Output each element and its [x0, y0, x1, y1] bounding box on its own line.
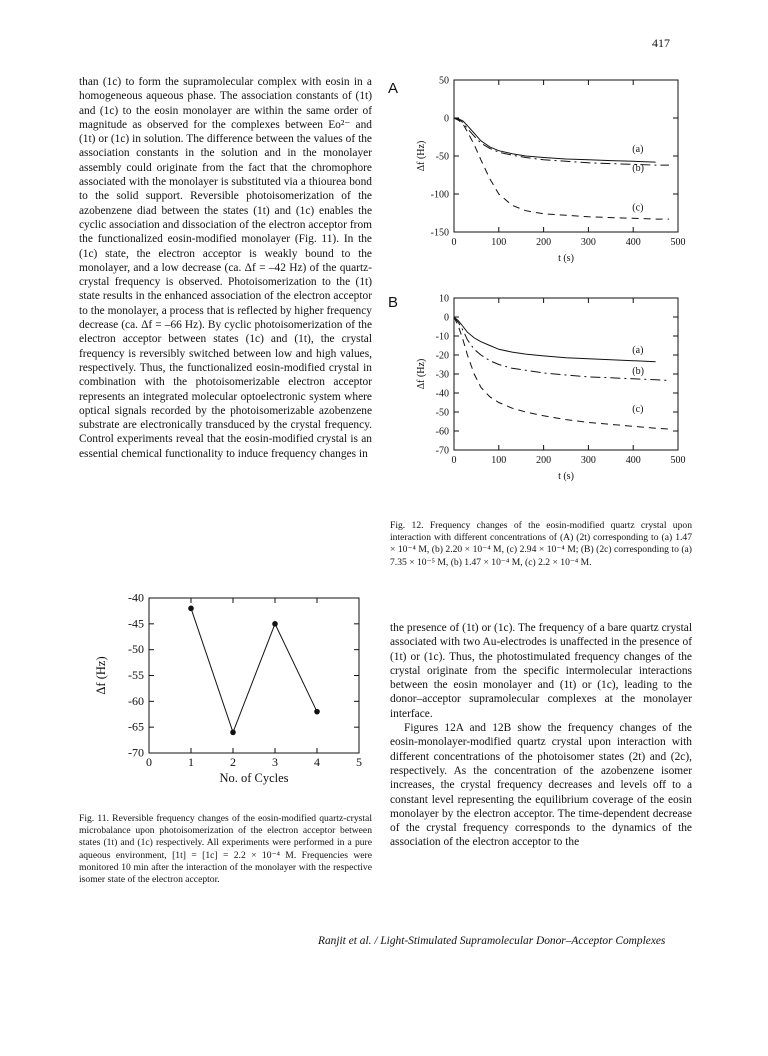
- left-paragraph-1: than (1c) to form the supramolecular complex with eosin in a homogeneous aqueous phase. The association constants of (1t) and (1c) to the eosin monolayer are within the same order of magnitude as observed for the complexes between Eo²⁻ and (1t) or (1c) in solution. The difference between the values of the association constants in the solution and in the monolayer assembly could originate from the fact that the chromophore associated with the monolayer is substituted via a thiourea bond to the solid support. Reversible photoisomerization of the azobenzene diad between the states (1t) and (1c) enables the cyclic association and dissociation of the electron acceptor from the functionalized eosin-modified monolayer (Fig. 11). In the (1c) state, the electron acceptor is weakly bound to the monolayer, and a low decrease (ca. Δf = –42 Hz) of the quartz-crystal frequency is observed. Photoisomerization to the (1t) state results in the enhanced association of the electron acceptor to the monolayer, a process that is reflected by higher frequency decrease (ca. Δf = –66 Hz). By cyclic photoisomerization of the electron acceptor between states (1c) and (1t), the crystal frequency is reversibly switched between low and high values, respectively. Thus, the functionalized eosin-modified crystal in combination with the photoisomerizable electron acceptor represents an integrated molecular optoelectronic system where optical signals recorded by the photoisomerizable azobenzene substrate are electronically transduced by the crystal frequency. Control experiments reveal that the eosin-modified crystal is an essential chemical functionality to induce frequency changes in: [79, 76, 372, 460]
- y-tick-label: -50: [435, 151, 449, 163]
- right-paragraph-1: the presence of (1t) or (1c). The frequency of a bare quartz crystal associated with two Au-electrodes is unaffected in the presence of (1t) or (1c). Thus, the photostimulated frequency changes of the crystal originate from the specific intermolecular interactions between the eosin monolayer and (1t) or (1c), leading to the donor–acceptor supramolecular complexes at the monolayer interface.: [390, 622, 692, 720]
- x-tick-label: 0: [146, 755, 152, 769]
- figure-11-caption: Fig. 11. Reversible frequency changes of the eosin-modified quartz-crystal microbalance upon photoisomerization of the electron acceptor between states (1t) and (1c) respectively. All experiments were performed in a pure aqueous environment, [1t] = [1c] = 2.2 × 10⁻⁴ M. Frequencies were monitored 10 min after the interaction of the monolayer with the respective isomer state of the electron acceptor.: [79, 813, 372, 886]
- x-tick-label: 4: [314, 755, 320, 769]
- right-text-column: [390, 621, 692, 850]
- y-tick-label: -100: [430, 189, 449, 201]
- series-line-1: [454, 317, 656, 362]
- y-tick-label: -50: [435, 407, 449, 419]
- y-tick-label: 0: [444, 113, 449, 125]
- y-tick-label: -30: [435, 369, 449, 381]
- y-tick-label: -40: [435, 388, 449, 400]
- x-tick-label: 500: [670, 455, 686, 466]
- series-line-2: [454, 118, 669, 165]
- figure-11-chart: [79, 588, 379, 788]
- x-tick-label: 100: [491, 455, 507, 466]
- running-footer: Ranjit et al. / Light-Stimulated Supramolecular Donor–Acceptor Complexes: [318, 935, 666, 947]
- data-point: [272, 621, 278, 627]
- page-number: 417: [652, 36, 670, 50]
- x-axis-label: No. of Cycles: [219, 771, 289, 785]
- data-point: [188, 606, 194, 612]
- y-tick-label: 0: [444, 312, 449, 324]
- y-tick-label: -60: [435, 426, 449, 438]
- y-tick-label: -70: [128, 745, 144, 760]
- x-tick-label: 400: [625, 237, 641, 248]
- panel-label-a: A: [388, 80, 399, 97]
- figure-12-caption: Fig. 12. Frequency changes of the eosin-modified quartz crystal upon interaction with different concentrations of (A) (2t) corresponding to (a) 1.47 × 10⁻⁴ M, (b) 2.20 × 10⁻⁴ M, (c) 2.94 × 10⁻⁴ M; (B) (2c) corresponding to (a) 7.35 × 10⁻⁵ M, (b) 1.47 × 10⁻⁴ M, (c) 2.2 × 10⁻⁴ M.: [390, 520, 692, 568]
- x-tick-label: 1: [188, 755, 194, 769]
- data-point: [314, 709, 320, 715]
- x-axis-label: t (s): [558, 471, 574, 482]
- y-tick-label: -55: [128, 668, 144, 682]
- figure-12a-chart: [412, 72, 712, 284]
- left-text-column: [79, 75, 372, 461]
- y-tick-label: 50: [439, 75, 449, 87]
- curve-annotation: (a): [632, 345, 644, 357]
- y-tick-label: -150: [430, 227, 449, 239]
- y-tick-label: -10: [435, 331, 449, 343]
- curve-annotation: (c): [632, 202, 644, 214]
- series-line-1: [454, 118, 656, 162]
- y-tick-label: 10: [439, 293, 449, 305]
- y-tick-label: -70: [435, 445, 449, 457]
- x-tick-label: 100: [491, 237, 507, 248]
- panel-label-b: B: [388, 294, 399, 311]
- x-axis-label: t (s): [558, 253, 574, 264]
- x-tick-label: 300: [580, 237, 596, 248]
- plot-frame: [454, 298, 678, 450]
- plot-frame: [149, 598, 359, 753]
- right-paragraph-2: Figures 12A and 12B show the frequency changes of the eosin-monolayer-modified quartz crystal upon interaction with different concentrations of the photoisomer states (2t) and (2c), respectively. As the concentration of the azobenzene isomer increases, the crystal frequency decreases and levels off to a constant level representing the equilibrium coverage of the eosin monolayer by the electron acceptor. The time-dependent decrease of the crystal frequency corresponds to the dynamics of the association of the electron acceptor to the: [390, 722, 692, 849]
- series-line-1: [191, 608, 317, 732]
- x-tick-label: 2: [230, 755, 236, 769]
- y-tick-label: -65: [128, 719, 144, 734]
- data-point: [230, 730, 236, 736]
- y-tick-label: -45: [128, 616, 144, 631]
- x-tick-label: 200: [536, 455, 552, 466]
- y-tick-label: -20: [435, 350, 449, 362]
- y-axis-label: Δf (Hz): [416, 358, 427, 390]
- curve-annotation: (b): [632, 366, 644, 377]
- curve-annotation: (c): [632, 404, 644, 415]
- x-tick-label: 5: [356, 755, 362, 769]
- curve-annotation: (a): [632, 144, 644, 156]
- y-tick-label: -50: [128, 642, 144, 657]
- x-tick-label: 300: [580, 455, 596, 466]
- x-tick-label: 500: [670, 237, 686, 248]
- figure-12b-chart: [412, 290, 712, 502]
- plot-frame: [454, 80, 678, 232]
- x-tick-label: 400: [625, 455, 641, 466]
- curve-annotation: (b): [632, 163, 644, 175]
- x-tick-label: 200: [536, 237, 552, 248]
- y-tick-label: -60: [128, 693, 144, 708]
- x-tick-label: 0: [451, 455, 457, 466]
- x-tick-label: 3: [272, 755, 278, 769]
- y-axis-label: Δf (Hz): [416, 140, 427, 172]
- x-tick-label: 0: [451, 237, 457, 248]
- y-tick-label: -40: [128, 590, 144, 605]
- y-axis-label: Δf (Hz): [94, 656, 108, 695]
